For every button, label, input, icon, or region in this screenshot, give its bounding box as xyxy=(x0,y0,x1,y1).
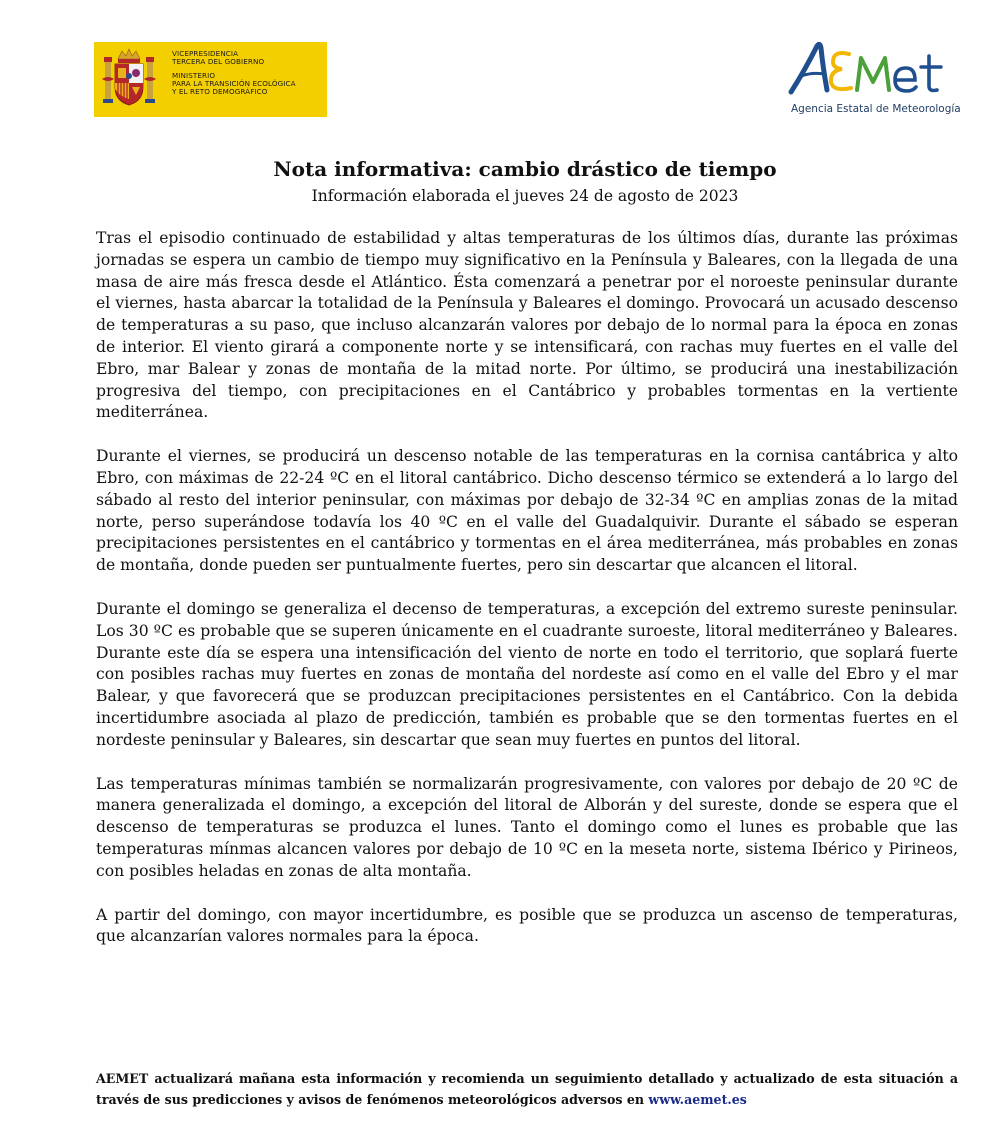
gov-line: VICEPRESIDENCIA xyxy=(172,49,239,58)
gov-line: MINISTERIO xyxy=(172,70,216,80)
aemet-wordmark-logo xyxy=(787,40,957,98)
footer-note xyxy=(96,1068,958,1110)
footer-text: AEMET actualizará mañana esta información y recomienda un seguimiento detallado y actualizado de esta situación a través de sus predicciones y avisos de fenómenos meteorológicos adversos en xyxy=(96,1071,958,1107)
government-logo-text xyxy=(172,50,322,96)
paragraph-5: A partir del domingo, con mayor incertidumbre, es posible que se produzca un ascenso de temperaturas, que alcanzarían valores normales para la época. xyxy=(96,905,958,946)
gov-line: Y EL RETO DEMOGRÁFICO xyxy=(172,87,268,97)
page-header xyxy=(0,0,997,140)
paragraph-4: Las temperaturas mínimas también se normalizarán progresivamente, con valores por debajo de 20 ºC de manera generalizada el domingo, a excepción del litoral de Alborán y del sureste, donde se espera que el descenso de temperaturas se produzca el lunes. Tanto el domingo como el lunes es probable que las temperaturas mínmas alcancen valores por debajo de 10 ºC en la meseta norte, sistema Ibérico y Pirineos, con posibles heladas en zonas de alta montaña. xyxy=(96,774,958,880)
paragraph-1: Tras el episodio continuado de estabilidad y altas temperaturas de los últimos días, durante las próximas jornadas se espera un cambio de tiempo muy significativo en la Península y Baleares, con la llegada de una masa de aire más fresca desde el Atlántico. Ésta comenzará a penetrar por el noroeste peninsular durante el viernes, hasta abarcar la totalidad de la Península y Baleares el domingo. Provocará un acusado descenso de temperaturas a su paso, que incluso alcanzarán valores por debajo de lo normal para la época en zonas de interior. El viento girará a componente norte y se intensificará, con rachas muy fuertes en el valle del Ebro, mar Balear y zonas de montaña de la mitad norte. Por último, se producirá una inestabilización progresiva del tiempo, con precipitaciones en el Cantábrico y probables tormentas en la vertiente mediterránea. xyxy=(96,229,958,422)
document-title: Nota informativa: cambio drástico de tiempo xyxy=(273,157,777,181)
aemet-website-link[interactable]: www.aemet.es xyxy=(648,1092,747,1107)
aemet-logo xyxy=(787,40,961,120)
paragraph-3: Durante el domingo se generaliza el decenso de temperaturas, a excepción del extremo sureste peninsular. Los 30 ºC es probable que se superen únicamente en el cuadrante suroeste, litoral mediterráneo y Baleares. Durante este día se espera una intensificación del viento de norte en todo el territorio, que soplará fuerte con posibles rachas muy fuertes en zonas de montaña del nordeste así como en el valle del Ebro y el mar Balear, y que favorecerá que se produzcan precipitaciones persistentes en el Cantábrico. Con la debida incertidumbre asociada al plazo de predicción, también es probable que se den tormentas fuertes en el nordeste peninsular y Baleares, sin descartar que sean muy fuertes en puntos del litoral. xyxy=(96,599,958,749)
coat-of-arms-icon xyxy=(102,47,156,112)
gov-line: PARA LA TRANSICIÓN ECOLÓGICA xyxy=(172,78,296,88)
government-logo xyxy=(94,42,327,117)
paragraph-2: Durante el viernes, se producirá un descenso notable de las temperaturas en la cornisa cantábrica y alto Ebro, con máximas de 22-24 ºC en el litoral cantábrico. Dicho descenso térmico se extenderá a lo largo del sábado al resto del interior peninsular, con máximas por debajo de 32-34 ºC en amplias zonas de la mitad norte, perso superándose todavía los 40 ºC en el valle del Guadalquivir. Durante el sábado se esperan precipitaciones persistentes en el cantábrico y tormentas en el área mediterránea, más probables en zonas de montaña, donde pueden ser puntualmente fuertes, pero sin descartar que alcancen el litoral. xyxy=(96,447,958,575)
document-body xyxy=(96,228,958,970)
gov-line: TERCERA DEL GOBIERNO xyxy=(172,57,265,67)
document-subtitle: Información elaborada el jueves 24 de agosto de 2023 xyxy=(311,187,739,205)
aemet-subtitle: Agencia Estatal de Meteorología xyxy=(791,103,961,115)
